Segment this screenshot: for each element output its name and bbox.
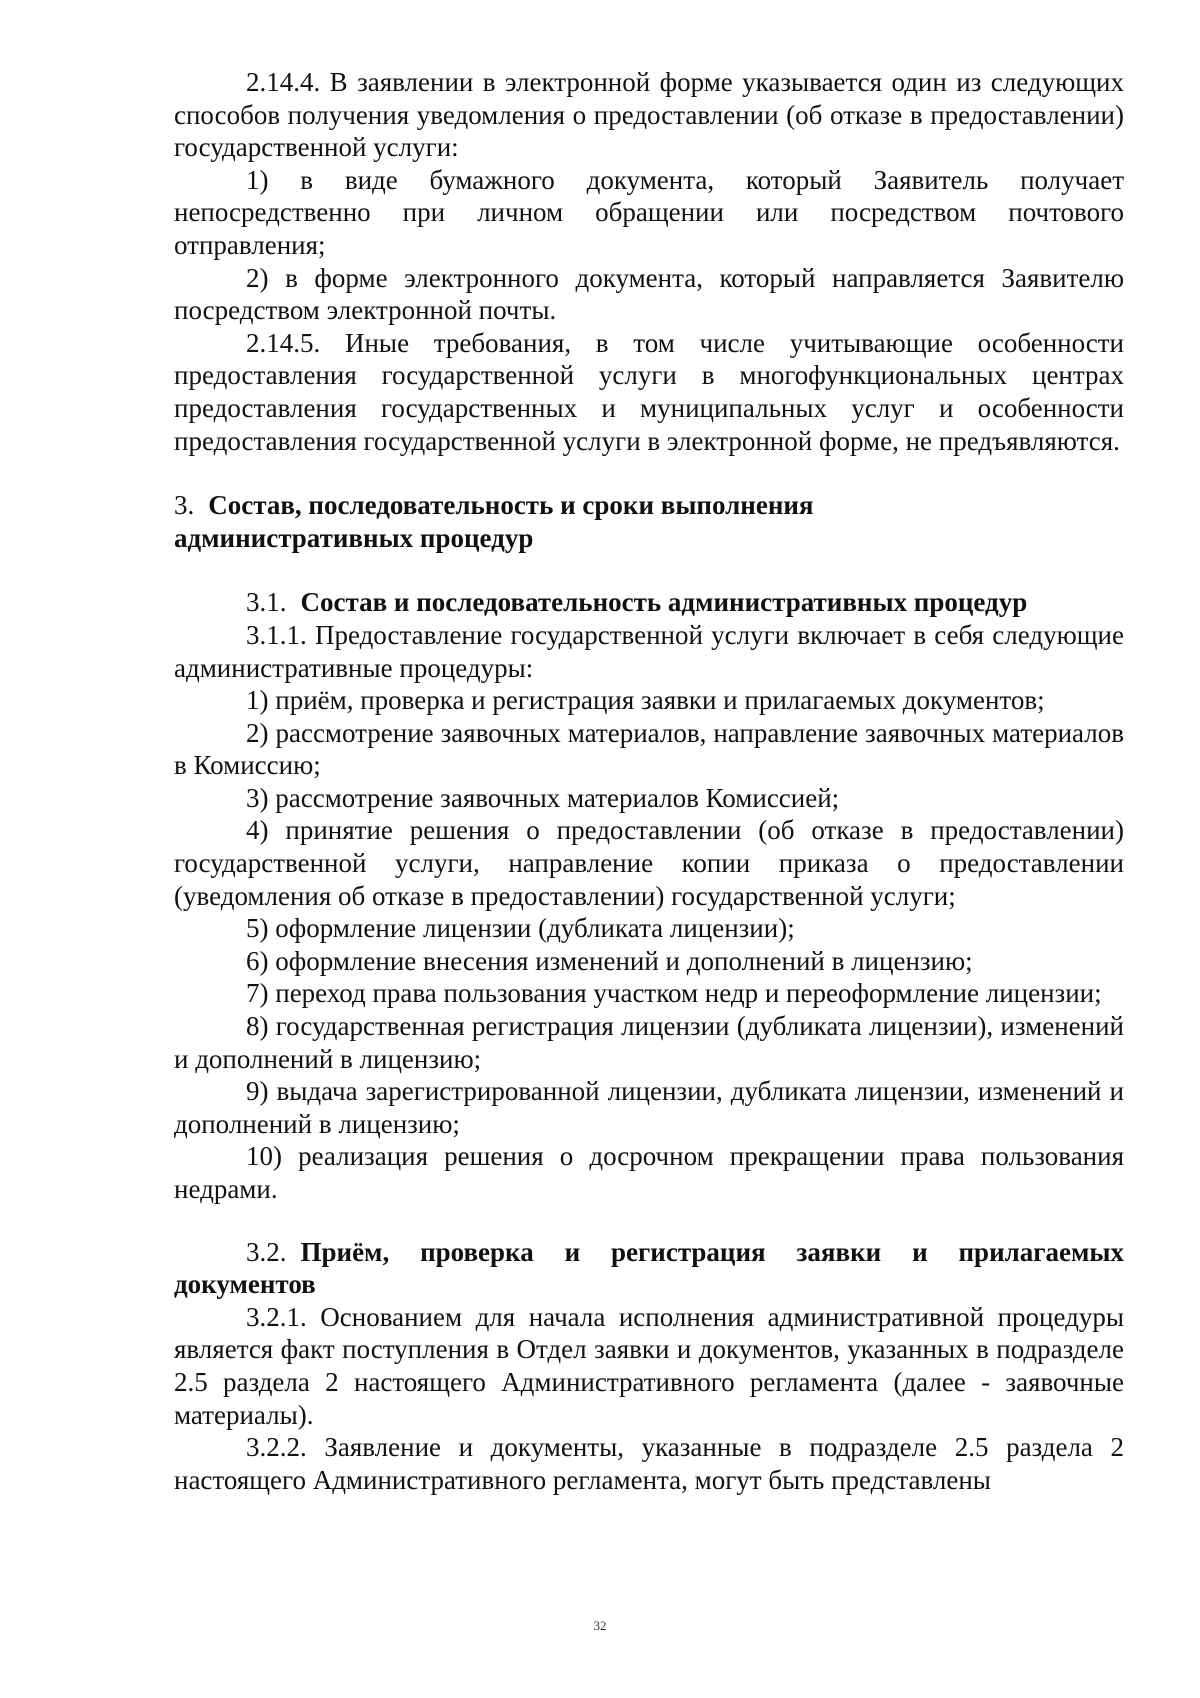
paragraph-2-14-4: 2.14.4. В заявлении в электронной форме указывается один из следующих способов получения уведомления о предоставлении (об отказе в предоставлении) государственной услуги: [174,67,1124,163]
subsection-3-2-number: 3.2. [246,1236,287,1267]
section-3-heading [174,489,1124,554]
section-3-title-line2: административных процедур [174,522,534,553]
paragraph-2-14-5: 2.14.5. Иные требования, в том числе учитывающие особенности предоставления государственной услуги в многофункциональных центрах предоставления государственных и муниципальных услуг и особенности предоставления государственной услуги в электронной форме, не предъявляются. [174,327,1124,456]
section-3-title-line1: Состав, последовательность и сроки выполнения [208,490,814,521]
document-page [174,66,1124,1496]
paragraph-3-1-1: 3.1.1. Предоставление государственной услуги включает в себя следующие административные процедуры: [174,619,1124,683]
procedure-item-7: 7) переход права пользования участком недр и переоформление лицензии; [246,978,1102,1009]
procedure-item-10: 10) реализация решения о досрочном прекращении права пользования недрами. [174,1141,1124,1204]
procedure-item-1: 1) приём, проверка и регистрация заявки и прилагаемых документов; [246,685,1045,716]
subsection-3-2-title: Приём, проверка и регистрация заявки и прилагаемых документов [174,1236,1124,1300]
list-item-delivery-paper: 1) в виде бумажного документа, который Заявитель получает непосредственно при личном обращении или посредством почтового отправления; [174,164,1124,260]
subsection-3-1-title: Состав и последовательность административных процедур [300,587,1028,618]
procedure-item-5: 5) оформление лицензии (дубликата лицензии); [246,913,795,944]
procedure-item-9: 9) выдача зарегистрированной лицензии, дубликата лицензии, изменений и дополнений в лицензию; [174,1076,1124,1139]
page-number: 32 [593,1618,607,1633]
subsection-3-1-number: 3.1. [246,587,287,618]
subsection-3-2-heading [174,1236,1124,1301]
paragraph-3-2-2: 3.2.2. Заявление и документы, указанные в подразделе 2.5 раздела 2 настоящего Административного регламента, могут быть представлены [174,1432,1124,1495]
subsection-3-1-heading [174,586,1124,619]
procedure-item-2: 2) рассмотрение заявочных материалов, направление заявочных материалов в Комиссию; [174,717,1124,781]
section-3-number: 3. [174,490,195,521]
procedure-item-6: 6) оформление внесения изменений и дополнений в лицензию; [246,945,973,976]
list-item-delivery-email: 2) в форме электронного документа, который направляется Заявителю посредством электронной почты. [174,262,1124,326]
procedure-item-3: 3) рассмотрение заявочных материалов Комиссией; [246,782,840,813]
procedure-item-8: 8) государственная регистрация лицензии (дубликата лицензии), изменений и дополнений в лицензию; [174,1011,1124,1074]
paragraph-3-2-1: 3.2.1. Основанием для начала исполнения административной процедуры является факт поступления в Отдел заявки и документов, указанных в подразделе 2.5 раздела 2 настоящего Административного регламента (далее - заявочные материалы). [174,1301,1124,1430]
procedure-item-4: 4) принятие решения о предоставлении (об отказе в предоставлении) государственной услуги, направление копии приказа о предоставлении (уведомления об отказе в предоставлении) государственной услуги; [174,815,1124,911]
